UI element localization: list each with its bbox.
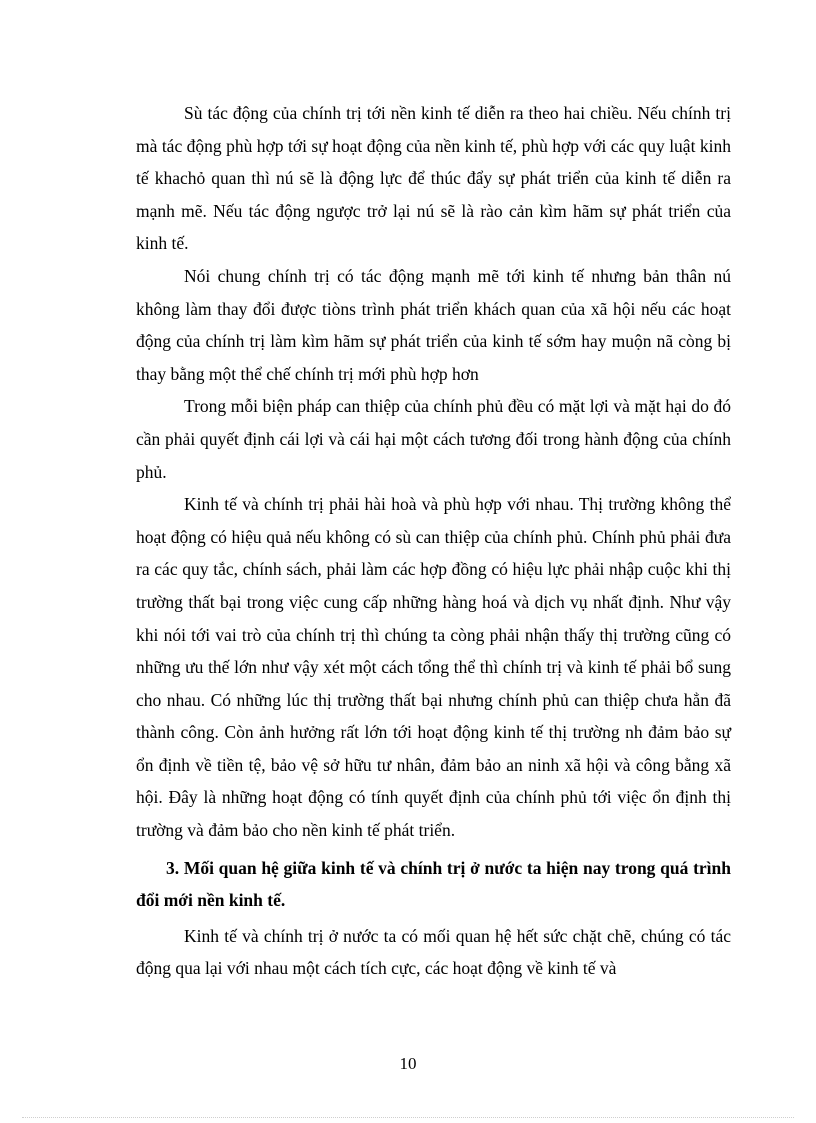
page-number: 10: [399, 1054, 417, 1073]
paragraph-government-intervention-pros-cons: Trong mỗi biện pháp can thiệp của chính phủ đều có mặt lợi và mặt hại do đó cần phải quyết định cái lợi và cái hại một cách tương đối trong hành động của chính phủ.: [136, 396, 731, 482]
paragraph-political-impact-two-directions: Sù tác động của chính trị tới nền kinh tế diễn ra theo hai chiều. Nếu chính trị mà tác động phù hợp tới sự hoạt động của nền kinh tế, phù hợp với các quy luật kinh tế khachỏ quan thì nú sẽ là động lực để thúc đẩy sự phát triển của kinh tế diễn ra mạnh mẽ. Nếu tác động ngược trở lại nú sẽ là rào cản kìm hãm sự phát triển của kinh tế.: [136, 103, 731, 254]
page-bottom-divider: [22, 1117, 794, 1118]
paragraph-economy-politics-harmony: Kinh tế và chính trị phải hài hoà và phù hợp với nhau. Thị trường không thể hoạt động có hiệu quả nếu không có sù can thiệp của chính phủ. Chính phủ phải đưa ra các quy tắc, chính sách, phải làm các hợp đồng có hiệu lực phải nhập cuộc khi thị trường thất bại trong việc cung cấp những hàng hoá và dịch vụ nhất định. Như vậy khi nói tới vai trò của chính trị thì chúng ta còng phải nhận thấy thị trường cũng có những ưu thế lớn như vậy xét một cách tổng thể thì chính trị và kinh tế phải bổ sung cho nhau. Có những lúc thị trường thất bại nhưng chính phủ can thiệp chưa hẳn đã thành công. Còn ảnh hưởng rất lớn tới hoạt động kinh tế thị trường nh đảm bảo sự ổn định về tiền tệ, bảo vệ sở hữu tư nhân, đảm bảo an ninh xã hội và công bằng xã hội. Đây là những hoạt động có tính quyết định của chính phủ tới việc ổn định thị trường và đảm bảo cho nền kinh tế phát triển.: [136, 494, 731, 841]
body-text: [136, 97, 731, 985]
paragraph-politics-cannot-change-development: Nói chung chính trị có tác động mạnh mẽ tới kinh tế nhưng bản thân nú không làm thay đổi được tiòns trình phát triển khách quan của xã hội nếu các hoạt động của chính trị làm kìm hãm sự phát triển của kinh tế sớm hay muộn nã còng bị thay bằng một thể chế chính trị mới phù hợp hơn: [136, 265, 731, 384]
section-heading-3: 3. Mối quan hệ giữa kinh tế và chính trị ở nước ta hiện nay trong quá trình đổi mới nền kinh tế.: [136, 857, 731, 911]
paragraph-vietnam-relationship: Kinh tế và chính trị ở nước ta có mối quan hệ hết sức chặt chẽ, chúng có tác động qua lại với nhau một cách tích cực, các hoạt động về kinh tế và: [136, 925, 731, 979]
